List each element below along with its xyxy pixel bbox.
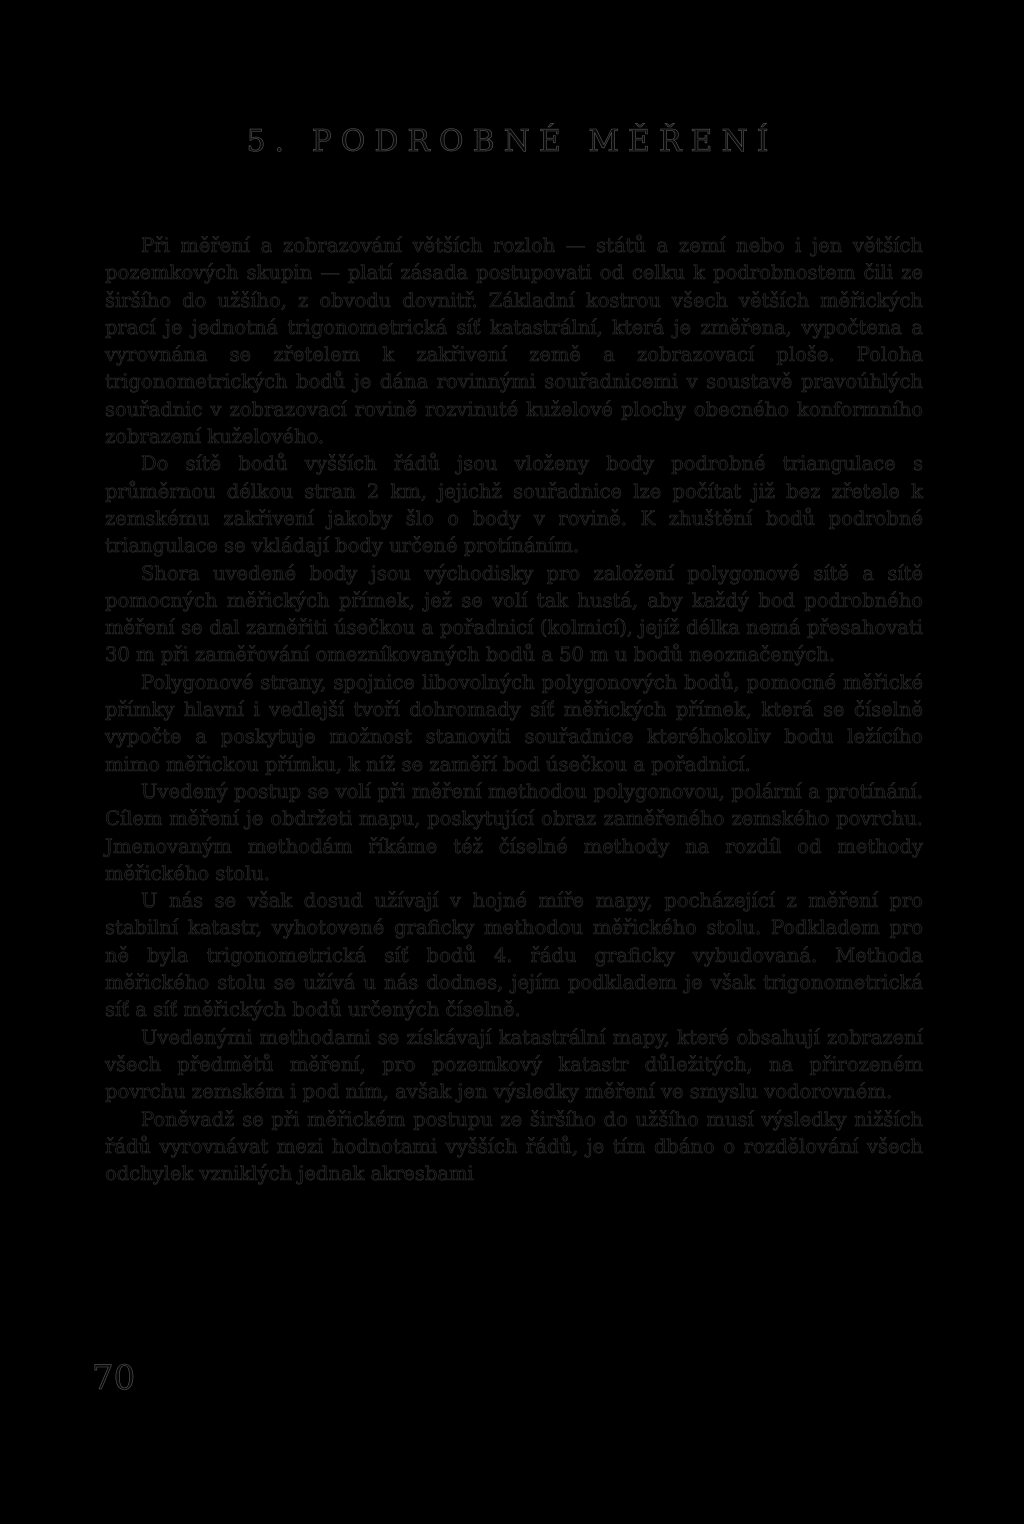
paragraph: Uvedenými methodami se získávají katastrální mapy, které obsahují zobrazení všech předmětů měření, pro pozemkový katastr důležitých, na přirozeném povrchu zemském i pod ním, avšak jen výsledky měření ve smyslu vodorovném. <box>105 1025 923 1104</box>
paragraph: Při měření a zobrazování větších rozloh — států a zemí nebo i jen větších pozemkových skupin — platí zásada postupovati od celku k podrobnostem čili ze širšího do užšího, z obvodu dovnitř. Základní kostrou všech větších měřických prací je jednotná trigonometrická síť katastrální, která je změřena, vypočtena a vyrovnána se zřetelem k zakřivení země a zobrazovací ploše. Poloha trigonometrických bodů je dána rovinnými souřadnicemi v soustavě pravoúhlých souřadnic v zobrazovací rovině rozvinuté kuželové plochy obecného konformního zobrazení kuželového. <box>105 234 923 449</box>
paragraph: Polygonové strany, spojnice libovolných polygonových bodů, pomocné měřické přímky hlavní i vedlejší tvoří dohromady síť měřických přímek, která se číselně vypočte a poskytuje možnost stanoviti souřadnice kteréhokoliv bodu ležícího mimo měřickou přímku, k níž se zaměří bod úsečkou a pořadnicí. <box>105 670 923 776</box>
paragraph: Do sítě bodů vyšších řádů jsou vloženy body podrobné triangulace s průměrnou délkou stran 2 km, jejichž souřadnice lze počítat již bez zřetele k zemskému zakřivení jakoby šlo o body v rovině. K zhuštění bodů podrobné triangulace se vkládají body určené protínáním. <box>105 452 923 558</box>
page-number: 70 <box>92 1358 136 1398</box>
paragraph: Uvedený postup se volí při měření methodou polygonovou, polární a protínání. Cílem měření je obdržeti mapu, poskytující obraz zaměřeného zemského povrchu. Jmenovaným methodám říkáme též číselné methody na rozdíl od methody měřického stolu. <box>105 779 923 885</box>
paragraph: Poněvadž se při měřickém postupu ze širšího do užšího musí výsledky nižších řádů vyrovnávat mezi hodnotami vyšších řádů, je tím dbáno o rozdělování všech odchylek vzniklých jednak akresbami <box>105 1107 923 1186</box>
section-heading: 5. PODROBNÉ MĚŘENÍ <box>246 124 778 159</box>
body-text <box>105 232 923 1187</box>
paragraph: U nás se však dosud užívají v hojné míře mapy, pocházející z měření pro stabilní katastr, vyhotovené graficky methodou měřického stolu. Podkladem pro ně byla trigonometrická síť bodů 4. řádu graficky vybudovaná. Methoda měřického stolu se užívá u nás dodnes, jejím podkladem je však trigonometrická síť a síť měřických bodů určených číselně. <box>105 889 923 1022</box>
paragraph: Shora uvedené body jsou východisky pro založení polygonové sítě a sítě pomocných měřických přímek, jež se volí tak hustá, aby každý bod podrobného měření se dal zaměřiti úsečkou a pořadnicí (kolmicí), jejíž délka nemá přesahovati 30 m při zaměřování omezníkovaných bodů a 50 m u bodů neoznačených. <box>105 561 923 667</box>
